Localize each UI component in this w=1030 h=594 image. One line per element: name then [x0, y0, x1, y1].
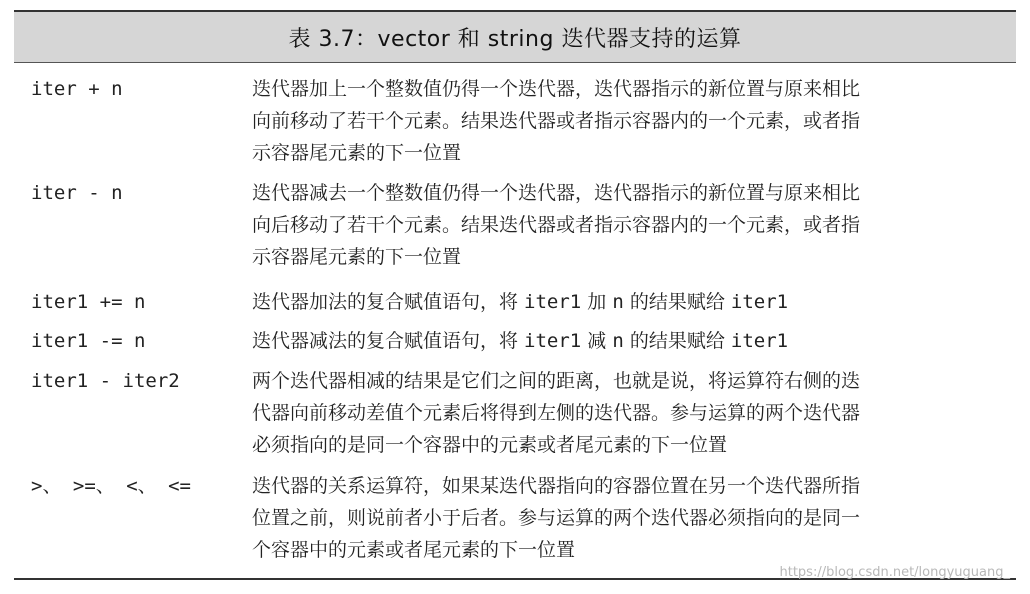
description-cell	[252, 470, 997, 570]
description-line: 位置之前，则说前者小于后者。参与运算的两个迭代器必须指向的是同一	[252, 507, 861, 529]
description-cell	[252, 325, 997, 365]
table-row	[14, 286, 1016, 325]
description-line	[252, 325, 997, 357]
description-text: 减	[581, 330, 613, 352]
description-line: 迭代器减去一个整数值仍得一个迭代器，迭代器指示的新位置与原来相比	[252, 182, 861, 204]
description-text: 加	[581, 291, 613, 313]
operator-cell: iter - n	[31, 182, 123, 204]
description-line	[252, 286, 997, 318]
description-cell	[252, 365, 997, 470]
description-text: 的结果赋给	[623, 330, 731, 352]
table-row	[14, 365, 1016, 470]
inline-code: iter1	[730, 291, 789, 313]
description-text: 迭代器加法的复合赋值语句，将	[252, 291, 525, 313]
description-line: 迭代器加上一个整数值仍得一个迭代器，迭代器指示的新位置与原来相比	[252, 78, 861, 100]
description-text: 迭代器减法的复合赋值语句，将	[252, 330, 525, 352]
description-line: 必须指向的是同一个容器中的元素或者尾元素的下一位置	[252, 434, 728, 456]
table-row	[14, 73, 1016, 177]
description-line: 代器向前移动差值个元素后将得到左侧的迭代器。参与运算的两个迭代器	[252, 402, 861, 424]
operator-cell: iter1 += n	[31, 291, 146, 313]
operations-table	[14, 10, 1016, 580]
description-line: 迭代器的关系运算符，如果某迭代器指向的容器位置在另一个迭代器所指	[252, 475, 861, 497]
description-line: 两个迭代器相减的结果是它们之间的距离，也就是说，将运算符右侧的迭	[252, 370, 861, 392]
table-row	[14, 470, 1016, 570]
inline-code: n	[612, 330, 624, 352]
table-body	[14, 63, 1016, 570]
operator-cell: iter + n	[31, 78, 123, 100]
description-line: 个容器中的元素或者尾元素的下一位置	[252, 539, 576, 561]
inline-code: iter1	[524, 291, 582, 313]
description-line: 示容器尾元素的下一位置	[252, 142, 462, 164]
inline-code: n	[612, 291, 624, 313]
operator-cell: >、 >=、 <、 <=	[31, 475, 191, 497]
description-text: 的结果赋给	[623, 291, 731, 313]
operator-cell: iter1 - iter2	[31, 370, 180, 392]
table-caption: 表 3.7：vector 和 string 迭代器支持的运算	[14, 12, 1016, 63]
table-row	[14, 325, 1016, 365]
inline-code: iter1	[524, 330, 582, 352]
operator-cell: iter1 -= n	[31, 330, 146, 352]
description-line: 向前移动了若干个元素。结果迭代器或者指示容器内的一个元素，或者指	[252, 110, 861, 132]
description-line: 向后移动了若干个元素。结果迭代器或者指示容器内的一个元素，或者指	[252, 214, 861, 236]
description-line: 示容器尾元素的下一位置	[252, 246, 462, 268]
table-row	[14, 177, 1016, 286]
description-cell	[252, 286, 997, 325]
inline-code: iter1	[730, 330, 789, 352]
description-cell	[252, 73, 997, 177]
description-cell	[252, 177, 997, 286]
watermark: https://blog.csdn.net/longyuguang_	[779, 565, 1010, 580]
